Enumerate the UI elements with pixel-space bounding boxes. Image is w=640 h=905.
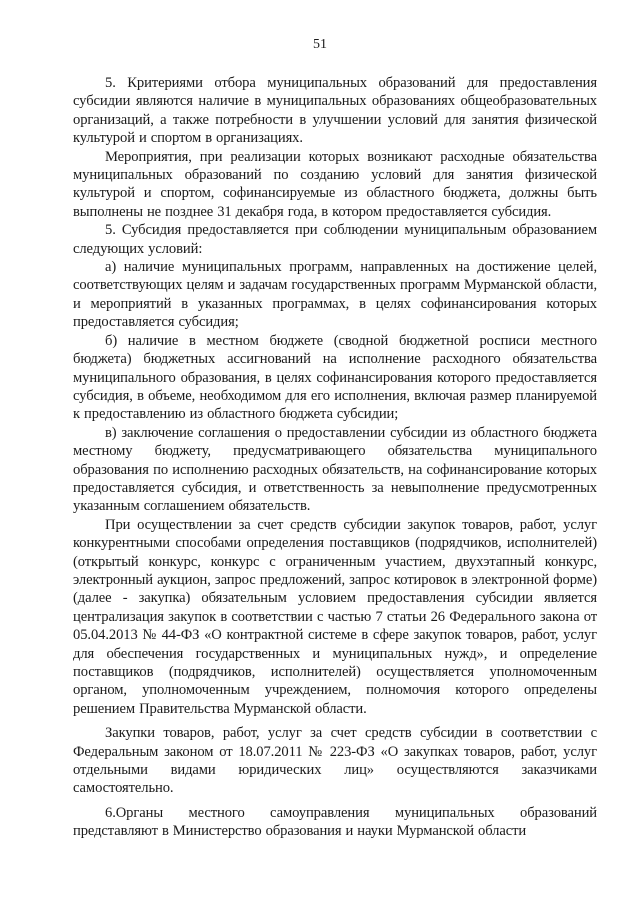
paragraph-subsidy-conditions: 5. Субсидия предоставляется при соблюдении муниципальным образованием следующих условий: [73,222,597,257]
paragraph-deadline: Мероприятия, при реализации которых возникают расходные обязательства муниципальных образований по созданию условий для занятия физической культурой и спортом, софинансируемые из областного бюджета, должны быть выполнены не позднее 31 декабря года, в котором предоставляется субсидия. [73,148,597,220]
paragraph-selection-criteria: 5. Критериями отбора муниципальных образований для предоставления субсидии являются наличие в муниципальных образованиях общеобразовательных организаций, а также потребности в улучшении условий для занятия физической культурой и спортом в организациях. [73,75,597,147]
paragraph-condition-b: б) наличие в местном бюджете (сводной бюджетной росписи местного бюджета) бюджетных ассигнований на исполнение расходного обязательства муниципального образования, в целях софинансирования которого предоставляется субсидия, в объеме, необходимом для его исполнения, включая размер планируемой к предоставлению из областного бюджета субсидии; [73,332,597,423]
paragraph-condition-a: а) наличие муниципальных программ, направленных на достижение целей, соответствующих целям и задачам государственных программ Мурманской области, и мероприятий в указанных программах, в целях софинансирования которых предоставляется субсидия; [73,259,597,331]
paragraph-condition-c: в) заключение соглашения о предоставлении субсидии из областного бюджета местному бюджету, предусматривающего обязательства муниципального образования по исполнению расходных обязательств, на софинансирование которых предоставляется субсидия, и ответственность за невыполнение предусмотренных указанным соглашением обязательств. [73,424,597,515]
paragraph-procurement-223fz: Закупки товаров, работ, услуг за счет средств субсидии в соответствии с Федеральным законом от 18.07.2011 № 223-ФЗ «О закупках товаров, работ, услуг отдельными видами юридических лиц» осуществляются заказчиками самостоятельно. [73,725,597,797]
page-number: 51 [313,37,327,52]
paragraph-procurement-centralization: При осуществлении за счет средств субсидии закупок товаров, работ, услуг конкурентными способами определения поставщиков (подрядчиков, исполнителей) (открытый конкурс, конкурс с ограниченным участием, двухэтапный конкурс, электронный аукцион, запрос предложений, запрос котировок в электронной форме) (далее - закупка) обязательным условием предоставления субсидии является централизация закупок в соответствии с частью 7 статьи 26 Федерального закона от 05.04.2013 № 44-ФЗ «О контрактной системе в сфере закупок товаров, работ, услуг для обеспечения государственных и муниципальных нужд», и определение поставщиков (подрядчиков, исполнителей) осуществляется уполномоченным органом, уполномоченным учреждением, полномочия которого определены решением Правительства Мурманской области. [73,516,597,717]
paragraph-local-authorities: 6.Органы местного самоуправления муниципальных образований представляют в Министерство образования и науки Мурманской области [73,804,597,840]
document-body [73,74,597,841]
